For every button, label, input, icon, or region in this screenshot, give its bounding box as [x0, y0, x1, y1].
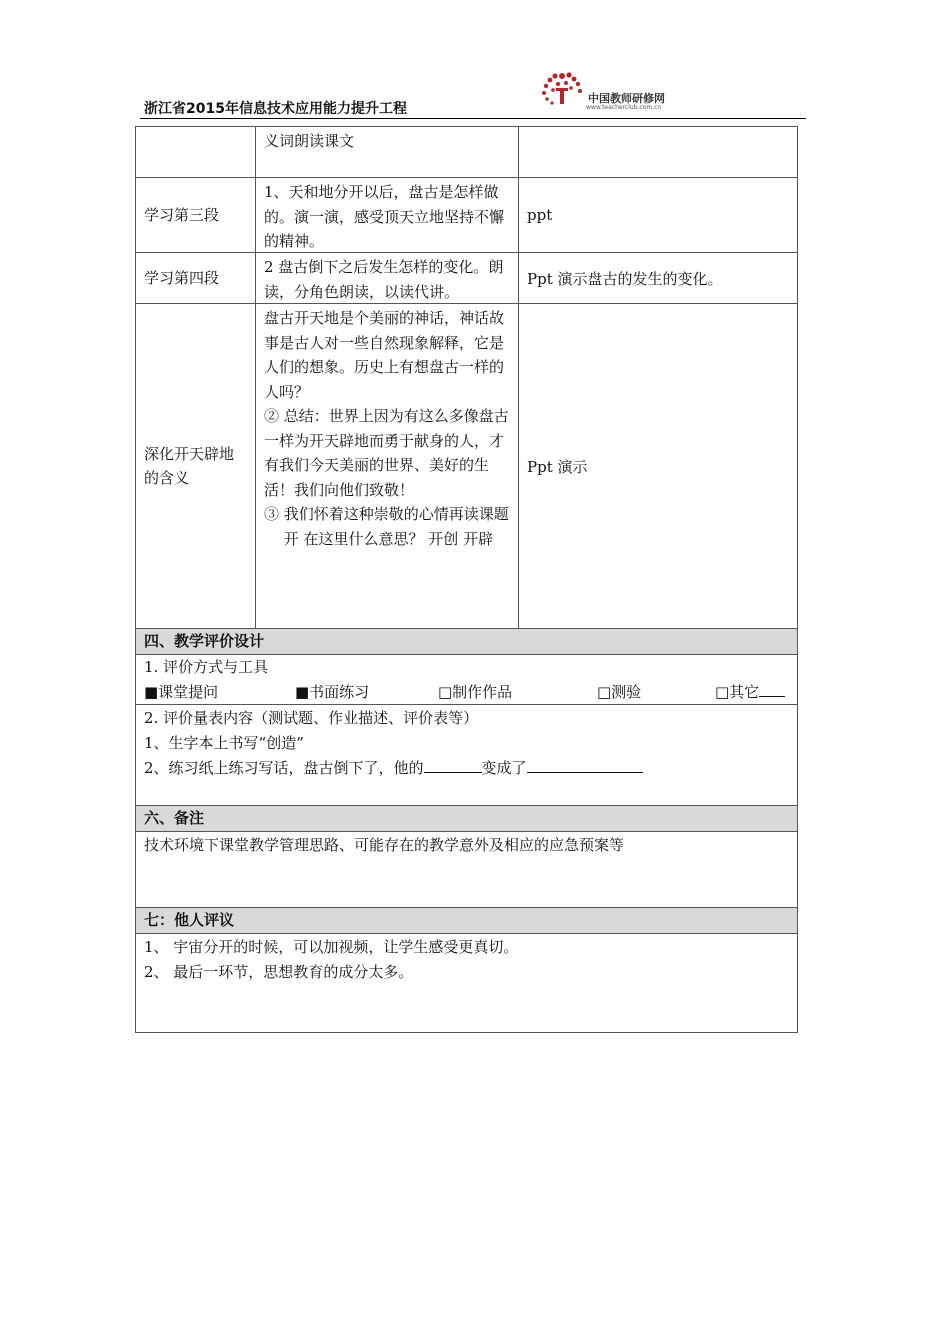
method-options [144, 680, 789, 705]
check-product: □制作作品 [438, 683, 513, 701]
scale-item: 1、生字本上书写“创造” [144, 734, 304, 752]
resource-cell [519, 127, 797, 177]
stage-cell [136, 127, 256, 177]
content-text: 2 盘古倒下之后发生怎样的变化。朗读，分角色朗读，以读代讲。 [264, 258, 504, 301]
blank-line [424, 756, 482, 773]
stage-cell: 学习第四段 [136, 253, 256, 303]
header-title: 浙江省2015年信息技术应用能力提升工程 [144, 101, 407, 117]
content-text: 1、天和地分开以后，盘古是怎样做的。演一演，感受顶天立地坚持不懈的精神。 [264, 183, 505, 250]
lesson-table [135, 126, 798, 1033]
content-cell [256, 127, 519, 177]
content-cell [256, 304, 519, 628]
table-row [136, 178, 797, 253]
resource-cell: ppt [527, 206, 553, 224]
table-row [136, 304, 797, 629]
logo-text: 中国教师研修网 [588, 92, 665, 105]
evaluation-scale [136, 705, 797, 806]
content-text: 义词朗读课文 [264, 132, 355, 150]
check-other [715, 680, 785, 705]
stage-cell: 学习第三段 [136, 178, 256, 252]
scale-item-text: 变成了 [481, 759, 527, 777]
scale-label: 2. 评价量表内容（测试题、作业描述、评价表等） [144, 709, 479, 727]
stage-cell: 深化开天辟地的含义 [136, 304, 256, 628]
header-rule [140, 118, 806, 119]
check-test: □测验 [597, 683, 642, 701]
section-title: 七：他人评议 [136, 908, 797, 934]
scale-item [144, 756, 789, 781]
check-written-exercise: ■书面练习 [295, 683, 370, 701]
resource-cell: Ppt 演示 [527, 457, 588, 476]
peer-review [136, 934, 797, 1032]
logo-flower-icon [538, 70, 586, 110]
blank-line [527, 756, 643, 773]
method-label: 1. 评价方式与工具 [144, 658, 269, 676]
content-paragraph: ② 总结：世界上因为有这么多像盘古一样为开天辟地而勇于献身的人，才有我们今天美丽的世界、美好的生活！我们向他们致敬！ [264, 407, 509, 499]
content-cell [256, 178, 519, 252]
content-paragraph: ③ 我们怀着这种崇敬的心情再读课题 [264, 505, 509, 523]
notes-text: 技术环境下课堂教学管理思路、可能存在的教学意外及相应的应急预案等 [136, 832, 797, 908]
evaluation-method [136, 655, 797, 705]
table-row [136, 127, 797, 178]
blank-line [759, 680, 785, 697]
check-other-label: □其它 [715, 683, 760, 701]
content-paragraph: 开 在这里什么意思？ 开创 开辟 [264, 529, 494, 548]
section-title: 六、备注 [136, 806, 797, 832]
check-classroom-question: ■课堂提问 [144, 683, 219, 701]
review-line: 2、 最后一环节，思想教育的成分太多。 [144, 963, 414, 981]
content-cell [256, 253, 519, 303]
section-title: 四、教学评价设计 [136, 629, 797, 655]
resource-cell: Ppt 演示盘古的发生的变化。 [527, 269, 723, 288]
review-line: 1、 宇宙分开的时候，可以加视频，让学生感受更真切。 [144, 938, 519, 956]
table-row [136, 253, 797, 304]
scale-item-text: 2、练习纸上练习写话，盘古倒下了，他的 [144, 759, 424, 777]
teacherclub-logo [538, 70, 678, 114]
logo-url: www.teacherclub.com.cn [586, 104, 662, 111]
content-paragraph: 盘古开天地是个美丽的神话，神话故事是古人对一些自然现象解释，它是人们的想象。历史上有想盘古一样的人吗？ [264, 309, 505, 401]
